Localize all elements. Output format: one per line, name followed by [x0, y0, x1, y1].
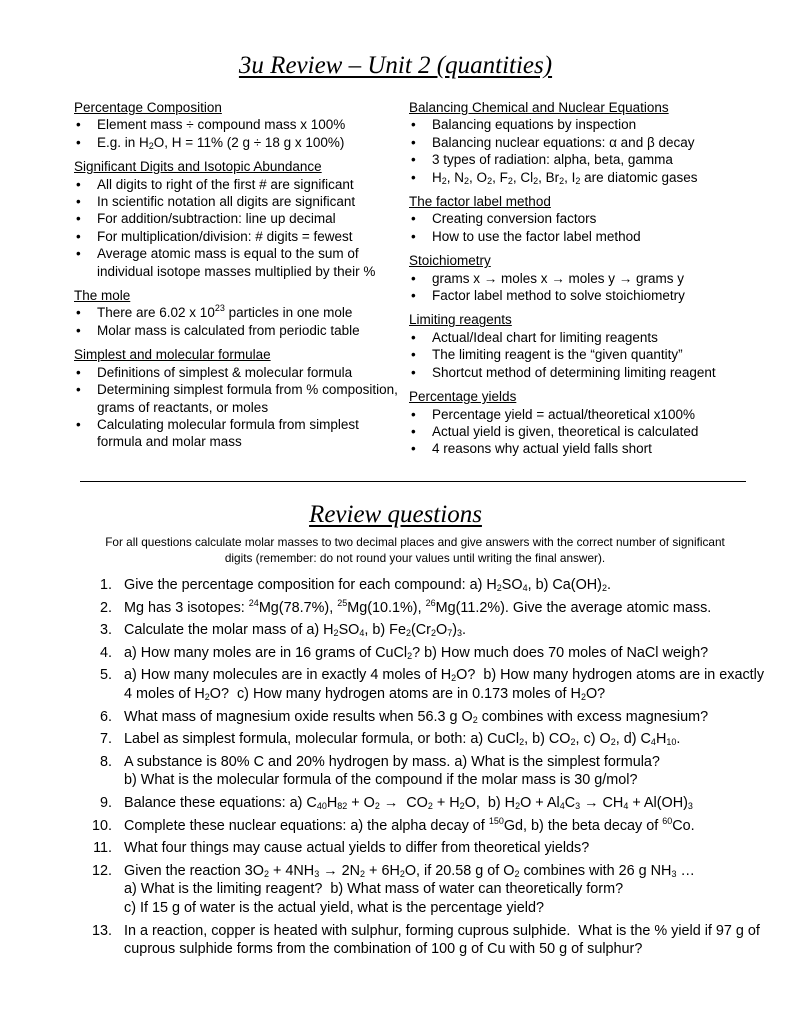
question-number: 10.: [91, 817, 112, 834]
bullet-item: • Balancing nuclear equations: α and β decay: [409, 134, 749, 151]
bullet-list: [409, 210, 749, 245]
bullet-item: • How to use the factor label method: [409, 228, 749, 245]
question-text: Complete these nuclear equations: a) the alpha decay of $^{150}$Gd, b) the beta decay of $^{60}$Co.: [124, 815, 695, 834]
bullet-item: • Calculating molecular formula from simplest formula and molar mass: [74, 416, 399, 451]
question-text: Balance these equations: a) $C_{40}H_{82} + O_2 \to CO_2 + H_2O$, b) $H_2O + Al_4C_3 \to CH_4 + Al(OH)_3$: [124, 794, 693, 811]
bullet-item: • 4 reasons why actual yield falls short: [409, 440, 749, 457]
section-divider: [80, 481, 746, 482]
section-heading: The factor label method: [409, 194, 551, 210]
bullet-item: • Definitions of simplest & molecular formula: [74, 364, 399, 381]
section-heading: Percentage yields: [409, 389, 517, 405]
question-text: What four things may cause actual yields to differ from theoretical yields?: [124, 840, 590, 857]
bullet-item: • Actual yield is given, theoretical is calculated: [409, 423, 749, 440]
section-heading: Simplest and molecular formulae: [74, 347, 271, 363]
question-item: [74, 576, 774, 595]
bullet-item: • Shortcut method of determining limiting reagent: [409, 364, 749, 381]
question-number: 8.: [99, 753, 112, 770]
section-heading: Percentage Composition: [74, 100, 222, 115]
question-item: [74, 730, 774, 749]
bullet-item: • For addition/subtraction: line up decimal: [74, 210, 399, 227]
topic-section: [409, 193, 749, 245]
topic-section: [409, 99, 749, 186]
question-item: [74, 599, 774, 618]
topic-section: [74, 99, 399, 151]
topic-section: [74, 158, 399, 280]
bullet-item: • E.g. in $H_2O$, H = 11% (2 g ÷ 18 g x 100%): [74, 134, 399, 151]
bullet-item: • Creating conversion factors: [409, 210, 749, 227]
bullet-item: • The limiting reagent is the “given quantity”: [409, 346, 749, 363]
bullet-list: [409, 329, 749, 381]
question-number: 12.: [91, 862, 112, 879]
bullet-item: • In scientific notation all digits are significant: [74, 193, 399, 210]
question-item: [74, 862, 774, 918]
question-text: a) How many moles are in 16 grams of CuCl$_2$? b) How much does 70 moles of NaCl weigh?: [124, 644, 709, 661]
bullet-item: • Percentage yield = actual/theoretical x100%: [409, 406, 749, 423]
question-item: [74, 666, 774, 703]
bullet-item: • Average atomic mass is equal to the sum of individual isotope masses multiplied by their %: [74, 245, 399, 280]
bullet-item: • Molar mass is calculated from periodic table: [74, 322, 399, 339]
question-text: A substance is 80% C and 20% hydrogen by mass. a) What is the simplest formula? b) What is the molecular formula of the compound if the molar mass is 30 g/mol?: [124, 753, 660, 789]
bullet-item: • For multiplication/division: # digits = fewest: [74, 228, 399, 245]
bullet-item: • 3 types of radiation: alpha, beta, gamma: [409, 151, 749, 168]
section-heading: Limiting reagents: [409, 312, 512, 328]
question-text: Mg has 3 isotopes: $^{24}$Mg(78.7%), $^{25}$Mg(10.1%), $^{26}$Mg(11.2%). Give the average atomic mass.: [124, 597, 712, 616]
question-number: 5.: [99, 667, 112, 684]
topic-section: [409, 388, 749, 458]
question-item: [74, 794, 774, 813]
topic-section: [74, 346, 399, 450]
question-number: 7.: [99, 731, 112, 748]
question-text: Give the percentage composition for each compound: a) $H_2SO_4$, b) $Ca(OH)_2$.: [124, 577, 611, 593]
question-list: [74, 576, 774, 963]
bullet-item: • Factor label method to solve stoichiometry: [409, 287, 749, 304]
topic-section: [74, 287, 399, 339]
question-text: Calculate the molar mass of a) $H_2SO_4$, b) $Fe_2(Cr_2O_7)_3$.: [124, 622, 467, 639]
review-instructions: For all questions calculate molar masses to two decimal places and give answers with the correct number of significant digits (remember: do not round your values until writing the final answer).: [105, 535, 725, 565]
question-item: [74, 621, 774, 640]
question-number: 6.: [99, 708, 112, 725]
review-title: Review questions: [309, 501, 482, 528]
bullet-list: [409, 406, 749, 458]
question-item: [74, 644, 774, 663]
question-item: [74, 708, 774, 727]
bullet-list: [74, 176, 399, 280]
question-number: 13.: [91, 922, 112, 939]
bullet-item: • Element mass ÷ compound mass x 100%: [74, 116, 399, 133]
right-topic-column: [409, 99, 749, 465]
bullet-item: • All digits to right of the first # are significant: [74, 176, 399, 193]
topic-section: [409, 311, 749, 381]
section-heading: Stoichiometry: [409, 253, 491, 269]
question-number: 3.: [99, 622, 112, 639]
bullet-list: [409, 116, 749, 186]
question-text: In a reaction, copper is heated with sulphur, forming cuprous sulphide. What is the % yield if 97 g of cuprous sulphide forms from the combination of 100 g of Cu with 50 g of sulphur?: [124, 922, 760, 958]
page-title: 3u Review – Unit 2 (quantities): [238, 52, 553, 79]
question-item: [74, 839, 774, 858]
topic-section: [409, 252, 749, 304]
section-heading: The mole: [74, 288, 131, 304]
question-item: [74, 817, 774, 836]
question-text: Given the reaction $3O_2 + 4NH_3 \to 2N_2 + 6H_2O$, if 20.58 g of $O_2$ combines with 26 g $NH_3$ … a) What is the limiting reagent? b) What mass of water can theoretically form? c) If 15 g of water is the actual yield, what is the percentage yield?: [124, 862, 695, 916]
bullet-item: • Actual/Ideal chart for limiting reagents: [409, 329, 749, 346]
bullet-list: [74, 304, 399, 339]
question-text: a) How many molecules are in exactly 4 moles of $H_2O$? b) How many hydrogen atoms are in exactly 4 moles of $H_2O$? c) How many hydrogen atoms are in 0.173 moles of $H_2O$?: [124, 667, 765, 702]
question-text: What mass of magnesium oxide results when 56.3 g $O_2$ combines with excess magnesium?: [124, 708, 709, 725]
question-number: 1.: [99, 577, 112, 593]
question-number: 9.: [99, 794, 112, 811]
question-number: 11.: [93, 840, 112, 857]
bullet-item: • Determining simplest formula from % composition, grams of reactants, or moles: [74, 381, 399, 416]
bullet-list: [74, 364, 399, 451]
section-heading: Balancing Chemical and Nuclear Equations: [409, 100, 669, 115]
bullet-list: [74, 116, 399, 151]
bullet-item: • grams x → moles x → moles y → grams y: [409, 270, 749, 287]
bullet-list: [409, 270, 749, 305]
question-number: 4.: [99, 644, 112, 661]
left-topic-column: [74, 99, 399, 458]
bullet-item: • Balancing equations by inspection: [409, 116, 749, 133]
question-item: [74, 753, 774, 790]
question-item: [74, 922, 774, 959]
question-number: 2.: [99, 599, 112, 616]
section-heading: Significant Digits and Isotopic Abundance: [74, 159, 322, 175]
bullet-item: • $H_2$, $N_2$, $O_2$, $F_2$, $Cl_2$, $Br_2$, $I_2$ are diatomic gases: [409, 169, 749, 186]
question-text: Label as simplest formula, molecular formula, or both: a) CuCl$_2$, b) $CO_2$, c) $O_2$, d) $C_4H_{10}$.: [124, 731, 681, 748]
bullet-item: • There are 6.02 x $10^{23}$ particles in one mole: [74, 304, 399, 321]
